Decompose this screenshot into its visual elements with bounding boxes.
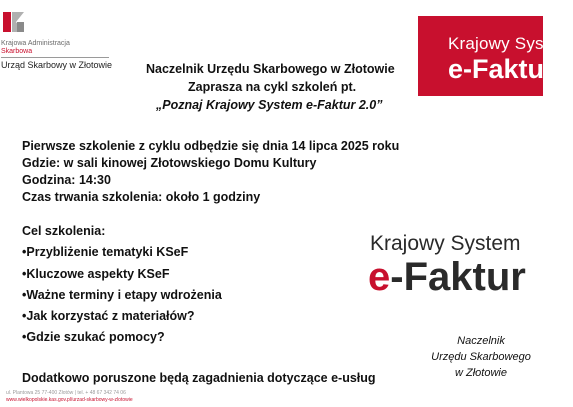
ksef-logo-accent: e: [368, 255, 391, 299]
logo-text-office: Urząd Skarbowy w Złotowie: [1, 60, 113, 70]
header-line-office: Naczelnik Urzędu Skarbowego w Złotowie: [146, 62, 395, 76]
ksef-banner-red: [418, 16, 573, 96]
footer-website-link[interactable]: www.wielkopolskie.kas.gov.pl/urzad-skarbowy-w-zlotowie: [6, 397, 133, 403]
footer-note: Dodatkowo poruszone będą zagadnienia dotyczące e-usług: [22, 371, 376, 385]
signature-line1: Naczelnik: [457, 335, 505, 347]
ksef-logo-rest: -Faktur: [390, 255, 526, 299]
ksef-logo-line1: Krajowy System: [370, 232, 521, 255]
kas-emblem-icon: [0, 8, 30, 42]
ksef-logo-white: [368, 232, 543, 302]
info-place: Gdzie: w sali kinowej Złotowskiego Domu Kultury: [22, 156, 317, 170]
logo-text-administration: Krajowa Administracja: [1, 40, 70, 47]
goal-item: •Przybliżenie tematyki KSeF: [22, 245, 189, 259]
info-time: Godzina: 14:30: [22, 173, 111, 187]
goal-item: •Ważne terminy i etapy wdrożenia: [22, 288, 222, 302]
info-duration: Czas trwania szkolenia: około 1 godziny: [22, 190, 261, 204]
footer-address: ul. Plantowa 25 77-400 Złotów | tel. + 48 67 342 74 06: [6, 390, 126, 396]
goals-title: Cel szkolenia:: [22, 224, 106, 238]
signature-line2: Urzędu Skarbowego: [431, 351, 531, 363]
logo-text-skarbowa: Skarbowa: [1, 48, 33, 55]
signature-line3: w Złotowie: [455, 367, 507, 379]
ksef-banner-line1: Krajowy System: [448, 34, 573, 53]
goal-item: •Kluczowe aspekty KSeF: [22, 267, 170, 281]
header-line-invite: Zaprasza na cykl szkoleń pt.: [188, 80, 357, 94]
goal-item: •Jak korzystać z materiałów?: [22, 309, 195, 323]
header-line-title: „Poznaj Krajowy System e-Faktur 2.0”: [156, 98, 383, 112]
logo-divider: [1, 57, 109, 58]
info-date: Pierwsze szkolenie z cyklu odbędzie się dnia 14 lipca 2025 roku: [22, 139, 400, 153]
goal-item: •Gdzie szukać pomocy?: [22, 330, 165, 344]
ksef-logo-line2: [368, 254, 526, 300]
ksef-banner-line2: e-Faktur: [448, 54, 555, 84]
